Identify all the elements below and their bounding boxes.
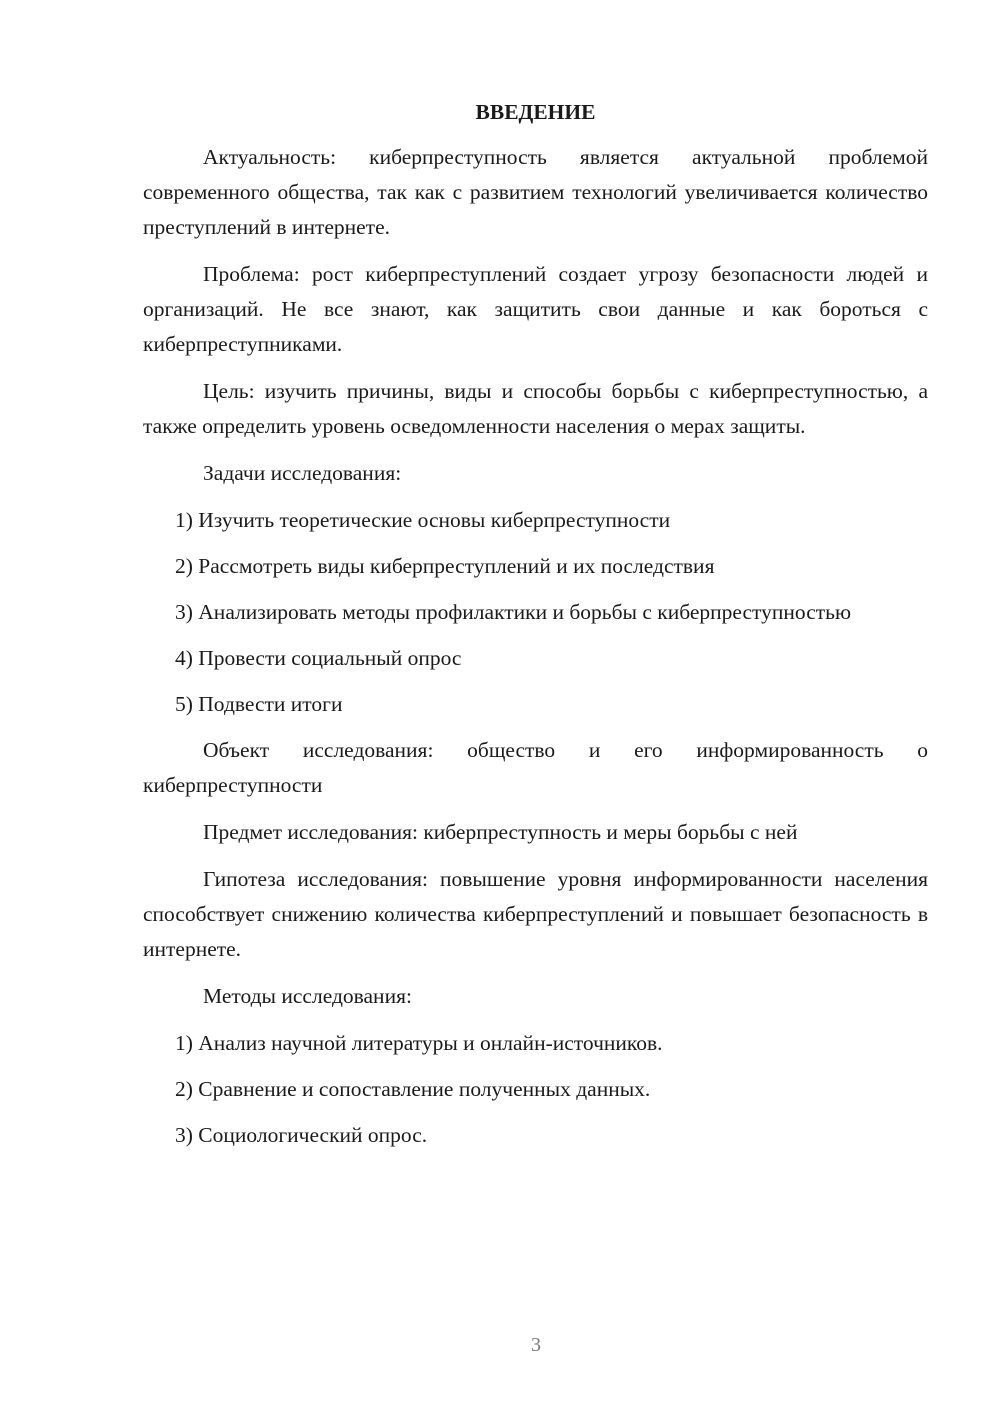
page-number: 3: [531, 1334, 541, 1356]
page-content: [143, 96, 928, 1164]
method-item: 2) Сравнение и сопоставление полученных данных.: [175, 1077, 651, 1101]
task-item: 4) Провести социальный опрос: [175, 646, 462, 670]
relevance-paragraph: Актуальность: киберпреступность является актуальной проблемой современного общества, так как с развитием технологий увеличивается количество преступлений в интернете.: [143, 145, 928, 239]
method-item: 1) Анализ научной литературы и онлайн-источников.: [175, 1031, 663, 1055]
problem-paragraph: Проблема: рост киберпреступлений создает угрозу безопасности людей и организаций. Не все знают, как защитить свои данные и как бороться с киберпреступниками.: [143, 262, 928, 356]
goal-paragraph: Цель: изучить причины, виды и способы борьбы с киберпреступностью, а также определить уровень осведомленности населения о мерах защиты.: [143, 379, 928, 438]
task-item: 1) Изучить теоретические основы киберпреступности: [175, 508, 671, 532]
task-item: 5) Подвести итоги: [175, 692, 343, 716]
task-item: 3) Анализировать методы профилактики и борьбы с киберпреступностью: [175, 600, 852, 624]
task-item: 2) Рассмотреть виды киберпреступлений и их последствия: [175, 554, 715, 578]
object-paragraph: Объект исследования: общество и его информированность о киберпреступности: [143, 738, 928, 797]
hypothesis-paragraph: Гипотеза исследования: повышение уровня информированности населения способствует снижению количества киберпреступлений и повышает безопасность в интернете.: [143, 867, 928, 961]
tasks-heading: Задачи исследования:: [203, 461, 402, 485]
section-title: ВВЕДЕНИЕ: [475, 100, 596, 124]
subject-paragraph: Предмет исследования: киберпреступность и меры борьбы с ней: [203, 820, 798, 844]
methods-heading: Методы исследования:: [203, 984, 412, 1008]
method-item: 3) Социологический опрос.: [175, 1123, 428, 1147]
